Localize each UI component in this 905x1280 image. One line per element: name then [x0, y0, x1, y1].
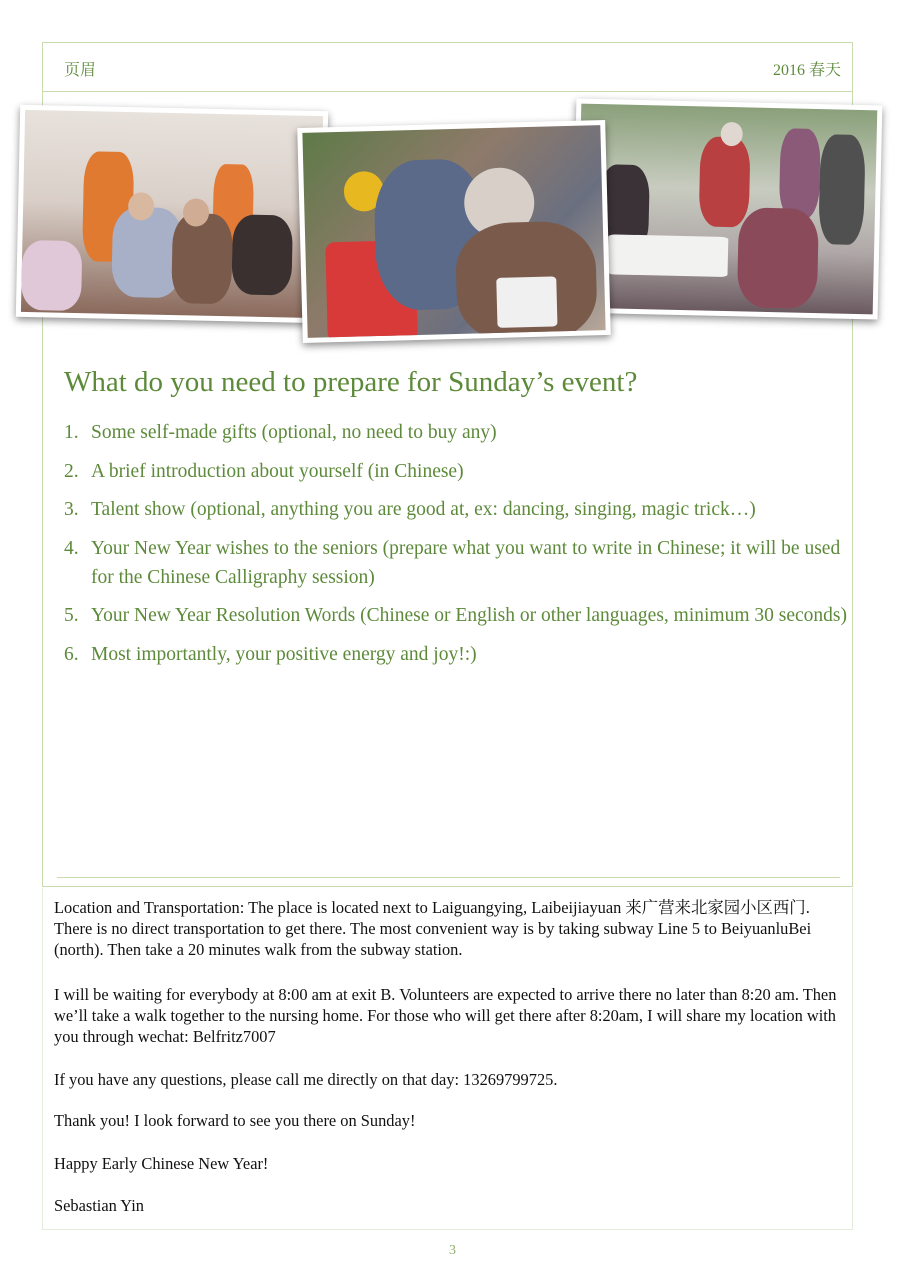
- questions-paragraph: If you have any questions, please call me directly on that day: 13269799725.: [54, 1070, 558, 1089]
- header-divider: [42, 91, 853, 92]
- list-item: 3. Talent show (optional, anything you are good at, ex: dancing, singing, magic trick…): [64, 499, 756, 520]
- page-number: 3: [449, 1243, 456, 1258]
- calligraphy-table-photo: [572, 99, 883, 320]
- list-item: 4. Your New Year wishes to the seniors (prepare what you want to write in Chinese; it will be used for the Chinese Calligraphy session): [64, 537, 841, 588]
- signature: Sebastian Yin: [54, 1196, 144, 1215]
- section-divider: [57, 877, 840, 878]
- craft-gift-photo: [297, 120, 611, 343]
- list-item: 2. A brief introduction about yourself (in Chinese): [64, 460, 464, 482]
- header-right: 2016 春天: [772, 62, 841, 79]
- meeting-paragraph: I will be waiting for everybody at 8:00 am at exit B. Volunteers are expected to arrive there no later than 8:20 am. Then we’ll take a walk together to the nursing home. For those who will get there after 8:20am, I will share my location with you through wechat: Belfritz7007: [54, 985, 837, 1046]
- list-item: 5. Your New Year Resolution Words (Chinese or English or other languages, minimum 30 seconds): [64, 605, 847, 626]
- section-title: What do you need to prepare for Sunday’s event?: [64, 366, 638, 398]
- list-item: 6. Most importantly, your positive energy and joy!:): [64, 643, 477, 665]
- location-paragraph: Location and Transportation: The place is located next to Laiguangying, Laibeijiayuan 来广营来北家园小区西门. There is no direct transportation to get there. The most convenient way is by taking subway Line 5 to BeiyuanluBei (north). Then take a 20 minutes walk from the subway station.: [54, 898, 812, 959]
- preparation-list: [64, 418, 854, 678]
- thanks-paragraph: Thank you! I look forward to see you there on Sunday!: [54, 1111, 416, 1130]
- header-left: 页眉: [64, 62, 97, 79]
- list-item: 1. Some self-made gifts (optional, no need to buy any): [64, 422, 497, 443]
- seniors-hall-photo: [16, 105, 328, 323]
- greeting-paragraph: Happy Early Chinese New Year!: [54, 1154, 269, 1173]
